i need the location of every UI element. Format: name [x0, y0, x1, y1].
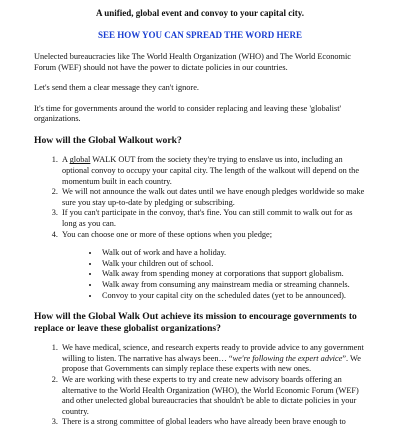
intro-paragraph-2: Let's send them a clear message they can't ignore.	[34, 83, 199, 93]
pledge-option: • Walk out of work and have a holiday.	[100, 248, 366, 259]
pledge-option: • Walk away from consuming any mainstream media or streaming channels.	[100, 280, 366, 291]
pledge-option: • Convoy to your capital city on the scheduled dates (yet to be announced).	[100, 291, 366, 302]
section-heading-mission: How will the Global Walk Out achieve its mission to encourage governments to replace or leave these globalist organizations?	[34, 311, 357, 334]
intro-paragraph-1: Unelected bureaucracies like The World Health Organization (WHO) and The World Economic Forum (WEF) should not have the power to dictate policies in our countries.	[34, 52, 351, 72]
pledge-option: • Walk your children out of school.	[100, 259, 366, 270]
walkout-step: 1. A global WALK OUT from the society they're trying to enslave us into, including an optional convoy to occupy your capital city. The length of the walkout will depend on the momentum built in each country.	[60, 155, 366, 187]
mission-step: 3. There is a strong committee of global leaders who have already been brave enough to	[60, 417, 366, 428]
section-heading-walkout: How will the Global Walkout work?	[34, 134, 182, 146]
mission-step: 2. We are working with these experts to try and create new advisory boards offering an alternative to the World Health Organization (WHO), the World Economic Forum (WEF) and other unelected global bureaucracies that shouldn't be able to dictate policies in your country.	[60, 375, 366, 417]
intro-paragraph-3: It's time for governments around the world to consider replacing and leaving these 'globalist' organizations.	[34, 103, 342, 124]
cta-heading	[34, 30, 366, 40]
document-title: A unified, global event and convoy to your capital city.	[95, 8, 305, 18]
walkout-step: 2. We will not announce the walk out dates until we have enough pledges worldwide so make sure you stay up-to-date by pledging or subscribing.	[60, 187, 366, 208]
mission-steps-list	[34, 343, 366, 428]
walkout-steps-list	[34, 155, 366, 301]
pledge-option: • Walk away from spending money at corporations that support globalism.	[100, 269, 366, 280]
pledge-options-list	[62, 248, 366, 301]
expert-advice-quote: we're following the expert advice	[232, 353, 343, 363]
spread-word-link[interactable]: SEE HOW YOU CAN SPREAD THE WORD HERE	[98, 30, 302, 40]
global-link[interactable]: global	[69, 155, 91, 165]
mission-step: 1. We have medical, science, and research experts ready to provide advice to any government willing to listen. The narrative has always been… “we're following the expert advice”. We propose that Governments can simply replace these experts with new ones.	[60, 343, 366, 375]
walkout-step: 4. You can choose one or more of these options when you pledge; • Walk out of work and have a holiday. • Walk your children out of school. • Walk away from spending money at corporations that support globalism. • Walk away from consuming any mainstream media or streaming channels. • Convoy to your capital city on the scheduled dates (yet to be announced).	[60, 230, 366, 302]
walkout-step: 3. If you can't participate in the convoy, that's fine. You can still commit to walk out for as long as you can.	[60, 208, 366, 229]
